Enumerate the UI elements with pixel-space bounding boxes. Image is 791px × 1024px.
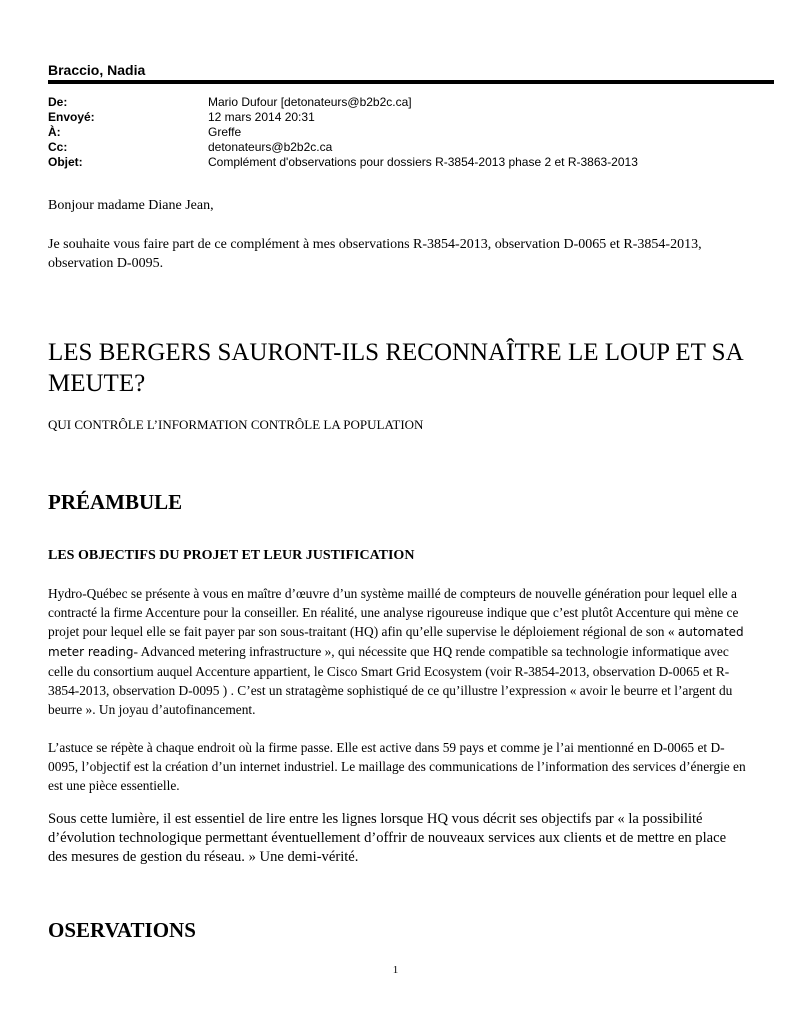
header-row-cc: [48, 140, 638, 155]
header-row-to: [48, 125, 638, 140]
cc-label: Cc:: [48, 140, 68, 154]
sent-value: 12 mars 2014 20:31: [208, 110, 315, 124]
sender-name: Braccio, Nadia: [48, 62, 146, 78]
document-subtitle: QUI CONTRÔLE L’INFORMATION CONTRÔLE LA POPULATION: [48, 417, 424, 432]
preambule-heading: PRÉAMBULE: [48, 490, 183, 514]
header-row-sent: [48, 110, 638, 125]
email-header: [48, 95, 638, 170]
from-value: Mario Dufour [detonateurs@b2b2c.ca]: [208, 95, 412, 109]
subject-value: Complément d'observations pour dossiers R-3854-2013 phase 2 et R-3863-2013: [208, 155, 638, 169]
paragraph-astuce: L’astuce se répète à chaque endroit où la firme passe. Elle est active dans 59 pays et comme je l’ai mentionné en D-0065 et D-0095, l’objectif est la création d’un internet industriel. Le maillage des communications de l’information des services d’énergie en est une pièce essentielle.: [48, 740, 746, 793]
header-row-from: [48, 95, 638, 110]
paragraph-objectifs-part2: - Advanced metering infrastructure », qui nécessite que HQ rende compatible sa technologie informatique avec celle du consortium auquel Accenture appartient, le Cisco Smart Grid Ecosystem (voir R-3854-2013, observation D-0065 et R-3854-2013, observation D-0095 ) . C’est un stratagème sophistiqué de ce qu’illustre l’expression « avoir le beurre et l’argent du beurre ». Un joyau d’autofinancement.: [48, 644, 733, 717]
document-title: LES BERGERS SAURONT-ILS RECONNAÎTRE LE LOUP ET SA MEUTE?: [48, 339, 743, 397]
intro-paragraph: Je souhaite vous faire part de ce complément à mes observations R-3854-2013, observation D-0065 et R-3854-2013, observation D-0095.: [48, 237, 702, 271]
header-row-subject: [48, 155, 638, 170]
paragraph-objectifs-part1: Hydro-Québec se présente à vous en maître d’œuvre d’un système maillé de compteurs de nouvelle génération pour lequel elle a contracté la firme Accenture pour la conseiller. En réalité, une analyse rigoureuse indique que c’est plutôt Accenture qui mène ce projet pour lequel elle se fait payer par son sous-traitant (HQ) afin qu’elle supervise le déploiement régional de son «: [48, 586, 739, 639]
objectifs-heading: LES OBJECTIFS DU PROJET ET LEUR JUSTIFICATION: [48, 548, 415, 563]
page-number: 1: [392, 964, 399, 976]
to-label: À:: [48, 125, 61, 139]
amr-term: automated meter reading: [48, 625, 744, 659]
sent-label: Envoyé:: [48, 110, 95, 124]
greeting: Bonjour madame Diane Jean,: [48, 198, 214, 213]
observations-heading: OSERVATIONS: [48, 918, 196, 942]
from-label: De:: [48, 95, 68, 109]
cc-value: detonateurs@b2b2c.ca: [208, 140, 333, 154]
to-value: Greffe: [208, 125, 242, 139]
subject-label: Objet:: [48, 155, 83, 169]
paragraph-objectifs: [48, 584, 748, 719]
header-divider: [48, 80, 774, 84]
paragraph-lumiere: Sous cette lumière, il est essentiel de lire entre les lignes lorsque HQ vous décrit ses objectifs par « la possibilité d’évolution technologique permettant éventuellement d’offrir de nouveaux services aux clients et de mettre en place des mesures de gestion du réseau. » Une demi-vérité.: [48, 811, 727, 865]
